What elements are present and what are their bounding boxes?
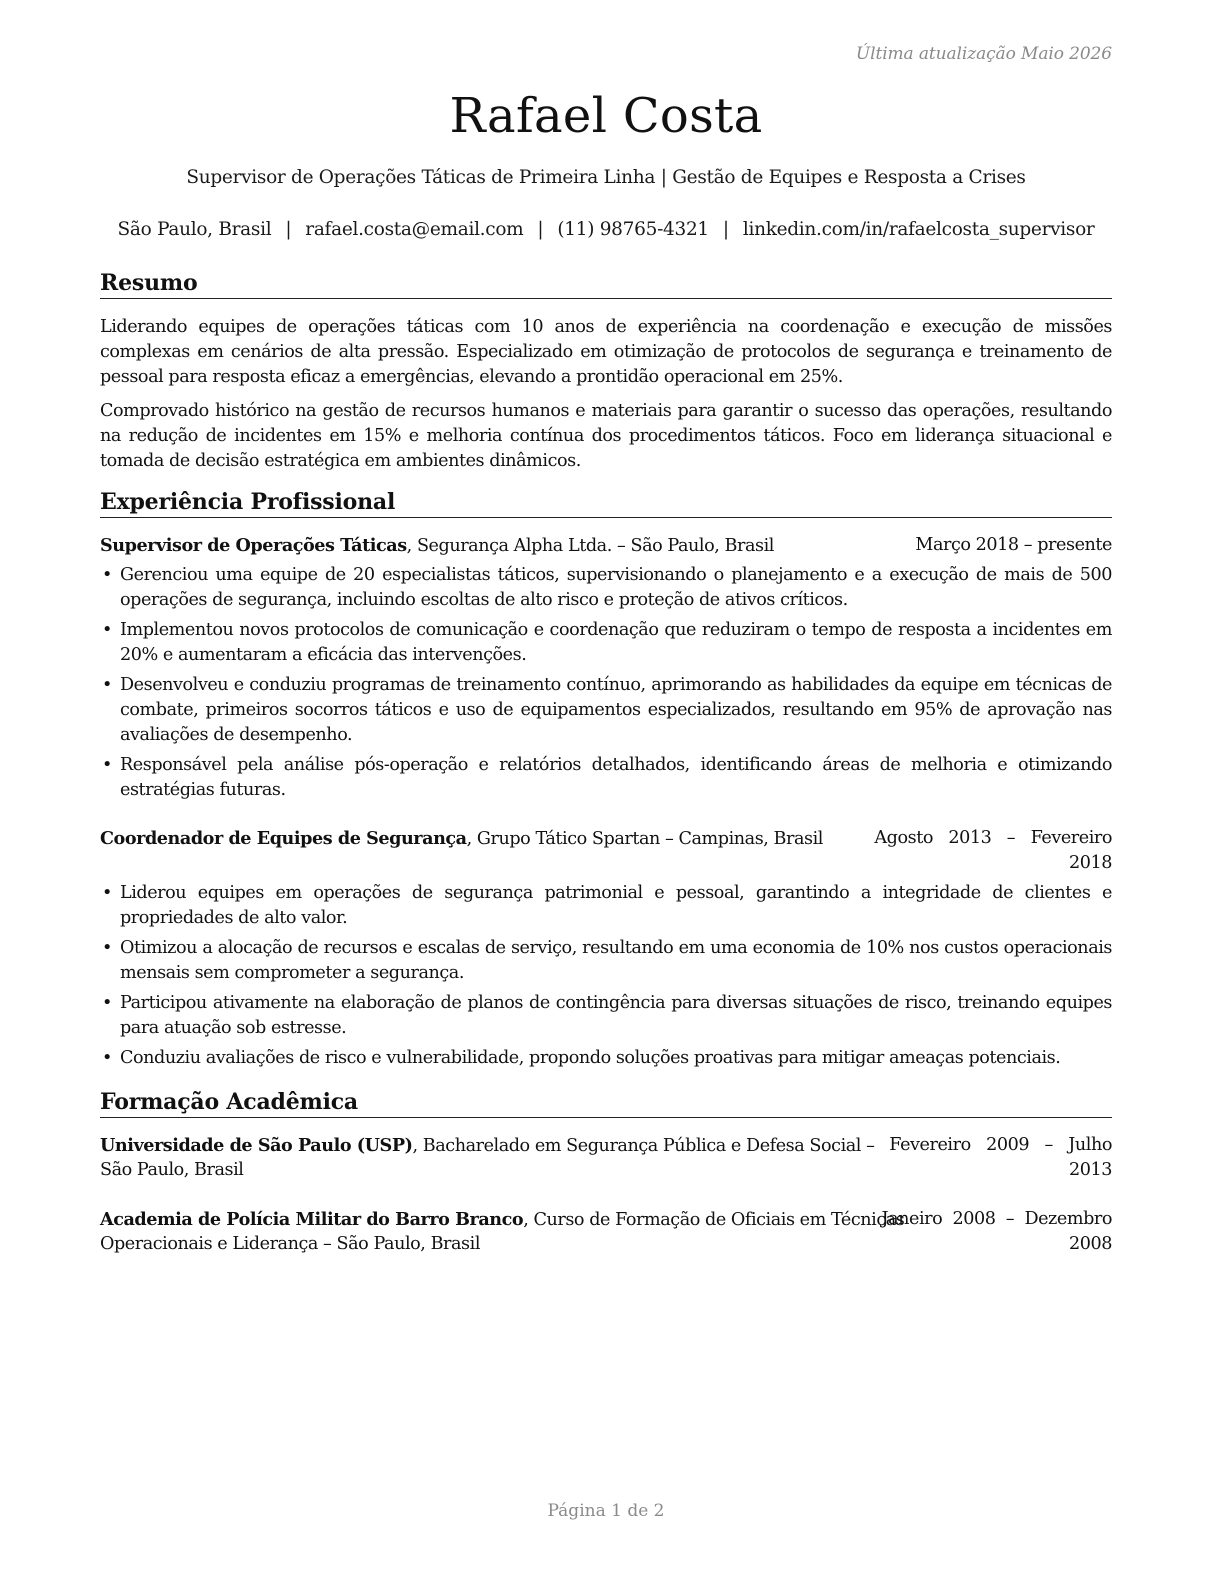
job-dates: Agosto 2013 – Fevereiro (874, 828, 1112, 848)
list-item: • Liderou equipes em operações de segurança patrimonial e pessoal, garantindo a integridade de clientes e propriedades de alto valor. (100, 881, 1112, 931)
contact-line (100, 219, 1112, 240)
job-role: Supervisor de Operações Táticas (100, 535, 407, 556)
list-item: • Implementou novos protocolos de comunicação e coordenação que reduziram o tempo de resposta a incidentes em 20% e aumentaram a eficácia das intervenções. (100, 618, 1112, 668)
job-dates-continued: 2018 (1069, 853, 1112, 873)
list-item: • Conduziu avaliações de risco e vulnerabilidade, propondo soluções proativas para mitigar ameaças potenciais. (100, 1046, 1112, 1071)
education-institution: Universidade de São Paulo (USP) (100, 1135, 413, 1156)
job-header (100, 826, 1112, 876)
education-dates: Fevereiro 2009 – Julho (889, 1135, 1112, 1155)
contact-separator: | (722, 219, 729, 240)
last-updated: Última atualização Maio 2026 (855, 44, 1112, 64)
education-entry (100, 1133, 1112, 1183)
section-title-experience: Experiência Profissional (100, 489, 1112, 518)
contact-separator: | (537, 219, 544, 240)
contact-location: São Paulo, Brasil (117, 219, 272, 240)
education-dates-continued: 2013 (1069, 1160, 1112, 1180)
job-title-line (100, 533, 774, 559)
contact-separator: | (285, 219, 292, 240)
job-organization: , Grupo Tático Spartan – Campinas, Brasil (466, 829, 823, 849)
contact-phone: (11) 98765-4321 (557, 219, 709, 240)
job-role: Coordenador de Equipes de Segurança (100, 828, 467, 849)
job-dates: Março 2018 – presente (915, 535, 1112, 555)
education-degree: , Bacharelado em Segurança Pública e Defesa Social – (412, 1136, 875, 1156)
education-location: Operacionais e Liderança – São Paulo, Brasil (100, 1234, 480, 1254)
education-title-line (100, 1133, 874, 1159)
education-entry (100, 1207, 1112, 1257)
list-item: • Gerenciou uma equipe de 20 especialistas táticos, supervisionando o planejamento e a execução de mais de 500 operações de segurança, incluindo escoltas de alto risco e proteção de ativos críticos. (100, 563, 1112, 613)
page-number: Página 1 de 2 (547, 1501, 665, 1521)
education-degree: , Curso de Formação de Oficiais em Técnicas (523, 1210, 905, 1230)
education-title-line (100, 1207, 904, 1233)
section-title-summary: Resumo (100, 270, 1112, 299)
list-item: • Participou ativamente na elaboração de planos de contingência para diversas situações de risco, treinando equipes para atuação sob estresse. (100, 991, 1112, 1041)
job-bullets (100, 563, 1112, 808)
contact-linkedin[interactable]: linkedin.com/in/rafaelcosta_supervisor (742, 219, 1095, 240)
list-item: • Responsável pela análise pós-operação e relatórios detalhados, identificando áreas de melhoria e otimizando estratégias futuras. (100, 753, 1112, 803)
job-organization: , Segurança Alpha Ltda. – São Paulo, Brasil (406, 536, 774, 556)
summary-paragraph: Comprovado histórico na gestão de recursos humanos e materiais para garantir o sucesso das operações, resultando na redução de incidentes em 15% e melhoria contínua dos procedimentos táticos. Foco em liderança situacional e tomada de decisão estratégica em ambientes dinâmicos. (100, 401, 1112, 471)
education-dates-continued: 2008 (1069, 1234, 1112, 1254)
summary-paragraph: Liderando equipes de operações táticas com 10 anos de experiência na coordenação e execução de missões complexas em cenários de alta pressão. Especializado em otimização de protocolos de segurança e treinamento de pessoal para resposta eficaz a emergências, elevando a prontidão operacional em 25%. (100, 317, 1112, 387)
resume-page (100, 0, 1112, 1584)
education-location: São Paulo, Brasil (100, 1160, 244, 1180)
section-title-education: Formação Acadêmica (100, 1089, 1112, 1118)
job-bullets (100, 881, 1112, 1076)
candidate-name: Rafael Costa (449, 88, 763, 144)
contact-email[interactable]: rafael.costa@email.com (305, 219, 524, 240)
list-item: • Desenvolveu e conduziu programas de treinamento contínuo, aprimorando as habilidades da equipe em técnicas de combate, primeiros socorros táticos e uso de equipamentos especializados, resultando em 95% de aprovação nas avaliações de desempenho. (100, 673, 1112, 748)
education-institution: Academia de Polícia Militar do Barro Branco (100, 1209, 524, 1230)
list-item: • Otimizou a alocação de recursos e escalas de serviço, resultando em uma economia de 10% nos custos operacionais mensais sem comprometer a segurança. (100, 936, 1112, 986)
education-dates: Janeiro 2008 – Dezembro (881, 1209, 1112, 1229)
candidate-headline: Supervisor de Operações Táticas de Primeira Linha | Gestão de Equipes e Resposta a Crises (186, 167, 1026, 188)
job-title-line (100, 826, 823, 852)
